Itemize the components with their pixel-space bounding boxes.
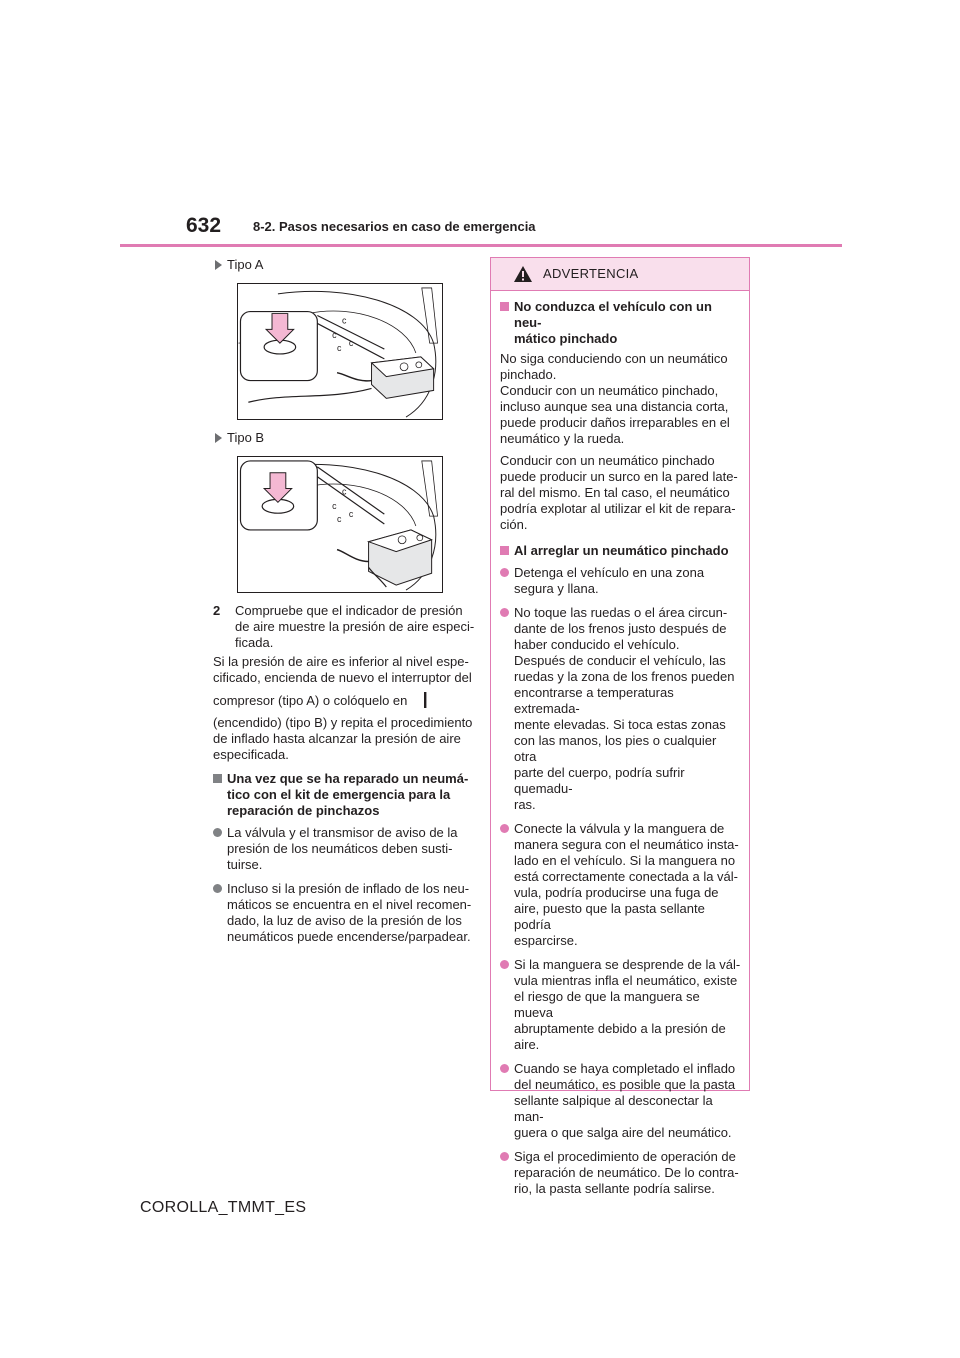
bullet-line: haber conducido el vehículo. — [514, 637, 680, 652]
heading-line: reparación de pinchazos — [227, 803, 380, 818]
para-line-with-symbol — [213, 692, 475, 709]
warning-heading-repair — [500, 543, 741, 559]
para-line: puede producir daños irreparables en el — [500, 415, 730, 430]
para-line: pinchado. — [500, 367, 557, 382]
bullet-line: abruptamente debido a la presión de — [514, 1021, 726, 1036]
bullet-line: Después de conducir el vehículo, las — [514, 653, 726, 668]
list-item — [213, 881, 475, 945]
warning-box — [490, 257, 750, 1196]
tread-mark: c — [341, 486, 347, 497]
pressure-gauge — [398, 536, 406, 544]
step-line: ficada. — [235, 635, 274, 650]
bullet-line: aire, puesto que la pasta sellante podría — [514, 901, 705, 932]
bullet-line: esparcirse. — [514, 933, 578, 948]
pointer-triangle-icon — [215, 260, 222, 270]
pointer-triangle-icon — [215, 433, 222, 443]
para-line: ral del mismo. En tal caso, el neumático — [500, 485, 730, 500]
bullet-line: neumáticos puede encenderse/parpadear. — [227, 929, 471, 944]
para-line: podría explotar al utilizar el kit de repara- — [500, 501, 736, 516]
bullet-line: el riesgo de que la manguera se mueva — [514, 989, 700, 1020]
list-item — [500, 957, 741, 1053]
bullet-line: Si la manguera se desprende de la vál- — [514, 957, 741, 972]
para-line: Conducir con un neumático pinchado — [500, 453, 715, 468]
bullet-line: del neumático, es posible que la pasta — [514, 1077, 736, 1092]
para-line: incluso aunque sea una distancia corta, — [500, 399, 729, 414]
tread-mark: c — [348, 509, 354, 520]
power-on-line-icon — [417, 692, 433, 708]
warning-triangle-icon — [513, 265, 533, 283]
bullet-line: Siga el procedimiento de operación de — [514, 1149, 736, 1164]
para-line: (encendido) (tipo B) y repita el procedimiento — [213, 715, 473, 730]
para-line: ción. — [500, 517, 528, 532]
bullet-line: Incluso si la presión de inflado de los neu- — [227, 881, 470, 896]
bullet-line: mente elevadas. Si toca estas zonas — [514, 717, 726, 732]
page-number: 632 — [186, 214, 222, 237]
heading-line: Una vez que se ha reparado un neumá- — [227, 771, 469, 786]
chapter-title: 8-2. Pasos necesarios en caso de emergencia — [253, 219, 536, 234]
bullet-line: parte del cuerpo, podría sufrir quemadu- — [514, 765, 685, 796]
bullet-line: sellante salpique al desconectar la man- — [514, 1093, 713, 1124]
bullet-line: dante de los frenos justo después de — [514, 621, 727, 636]
bullet-line: ras. — [514, 797, 536, 812]
type-b-label — [213, 430, 475, 448]
para-line: de inflado hasta alcanzar la presión de aire — [213, 731, 461, 746]
left-column — [213, 257, 475, 953]
header-rule — [120, 244, 842, 247]
hose — [337, 550, 369, 562]
type-a-illustration — [237, 283, 443, 420]
para-line: neumático y la rueda. — [500, 431, 625, 446]
bullet-line: aire. — [514, 1037, 540, 1052]
square-bullet-icon — [500, 546, 509, 555]
bullet-line: rio, la pasta sellante podría salirse. — [514, 1181, 715, 1196]
power-cord — [248, 388, 371, 402]
para-inline-text: compresor (tipo A) o colóquelo en — [213, 693, 408, 708]
bullet-line: No toque las ruedas o el área circun- — [514, 605, 728, 620]
list-item — [500, 565, 741, 597]
list-item — [500, 605, 741, 813]
para-line: puede producir un surco en la pared late- — [500, 469, 738, 484]
bullet-line: está correctamente conectada a la vál- — [514, 869, 739, 884]
tread-mark: c — [348, 338, 354, 349]
round-bullet-icon — [500, 1152, 509, 1161]
bullet-line: manera segura con el neumático insta- — [514, 837, 739, 852]
inflate-paragraph — [213, 654, 475, 763]
document-code: COROLLA_TMMT_ES — [140, 1199, 307, 1216]
bullet-line: segura y llana. — [514, 581, 599, 596]
round-bullet-icon — [213, 828, 222, 837]
tire-inner — [307, 484, 415, 526]
round-bullet-icon — [500, 1064, 509, 1073]
list-item — [213, 825, 475, 873]
bullet-line: dado, la luz de aviso de la presión de los — [227, 913, 462, 928]
pressure-gauge — [400, 363, 408, 371]
type-a-label — [213, 257, 475, 275]
step-line: de aire muestre la presión de aire especi- — [235, 619, 475, 634]
section-heading-repaired — [213, 771, 475, 819]
bullet-line: Detenga el vehículo en una zona — [514, 565, 705, 580]
warning-heading-flat-tire — [500, 299, 741, 347]
warning-paragraph — [500, 351, 741, 447]
bullet-line: presión de los neumáticos deben susti- — [227, 841, 453, 856]
square-bullet-icon — [213, 774, 222, 783]
type-b-text: Tipo B — [227, 430, 265, 445]
heading-line: mático pinchado — [514, 331, 618, 346]
para-line: Si la presión de aire es inferior al nivel espe- — [213, 654, 469, 669]
bullet-line: máticos se encuentra en el nivel recomen- — [227, 897, 472, 912]
list-item — [500, 821, 741, 949]
tread-mark: c — [332, 501, 337, 512]
tread-mark: c — [337, 343, 342, 354]
bullet-line: lado en el vehículo. Si la manguera no — [514, 853, 736, 868]
warning-title: ADVERTENCIA — [543, 266, 639, 281]
warning-paragraph — [500, 453, 741, 533]
bullet-line: La válvula y el transmisor de aviso de la — [227, 825, 458, 840]
square-bullet-icon — [500, 302, 509, 311]
heading-line: Al arreglar un neumático pinchado — [514, 543, 729, 558]
hose — [337, 373, 371, 381]
bullet-line: Conecte la válvula y la manguera de — [514, 821, 725, 836]
bullet-line: encontrarse a temperaturas extremada- — [514, 685, 674, 716]
round-bullet-icon — [500, 824, 509, 833]
para-line: especificada. — [213, 747, 289, 762]
compressor-button — [417, 535, 423, 541]
type-b-illustration — [237, 456, 443, 593]
para-line: cificado, encienda de nuevo el interruptor del — [213, 670, 472, 685]
heading-line: No conduzca el vehículo con un neu- — [514, 299, 712, 330]
round-bullet-icon — [500, 568, 509, 577]
bullet-line: vula, podría producirse una fuga de — [514, 885, 719, 900]
heading-line: tico con el kit de emergencia para la — [227, 787, 451, 802]
bullet-line: con las manos, los pies o cualquier otra — [514, 733, 717, 764]
warning-header — [491, 258, 749, 291]
bullet-line: tuirse. — [227, 857, 263, 872]
list-item — [500, 1061, 741, 1141]
bullet-line: vula mientras infla el neumático, existe — [514, 973, 738, 988]
step-2 — [213, 603, 475, 651]
type-a-text: Tipo A — [227, 257, 264, 272]
round-bullet-icon — [500, 960, 509, 969]
step-number: 2 — [213, 603, 221, 618]
tread-mark: c — [341, 315, 347, 326]
bullet-line: Cuando se haya completado el inflado — [514, 1061, 736, 1076]
round-bullet-icon — [213, 884, 222, 893]
para-line: Conducir con un neumático pinchado, — [500, 383, 719, 398]
step-line: Compruebe que el indicador de presión — [235, 603, 463, 618]
compressor-button — [416, 362, 422, 368]
para-line: No siga conduciendo con un neumático — [500, 351, 728, 366]
bullet-line: ruedas y la zona de los frenos pueden — [514, 669, 735, 684]
warning-body — [491, 291, 749, 1197]
bullet-line: reparación de neumático. De lo contra- — [514, 1165, 739, 1180]
tread-mark: c — [332, 330, 337, 341]
tread-mark: c — [337, 514, 342, 525]
bullet-line: guera o que salga aire del neumático. — [514, 1125, 732, 1140]
round-bullet-icon — [500, 608, 509, 617]
list-item — [500, 1149, 741, 1197]
